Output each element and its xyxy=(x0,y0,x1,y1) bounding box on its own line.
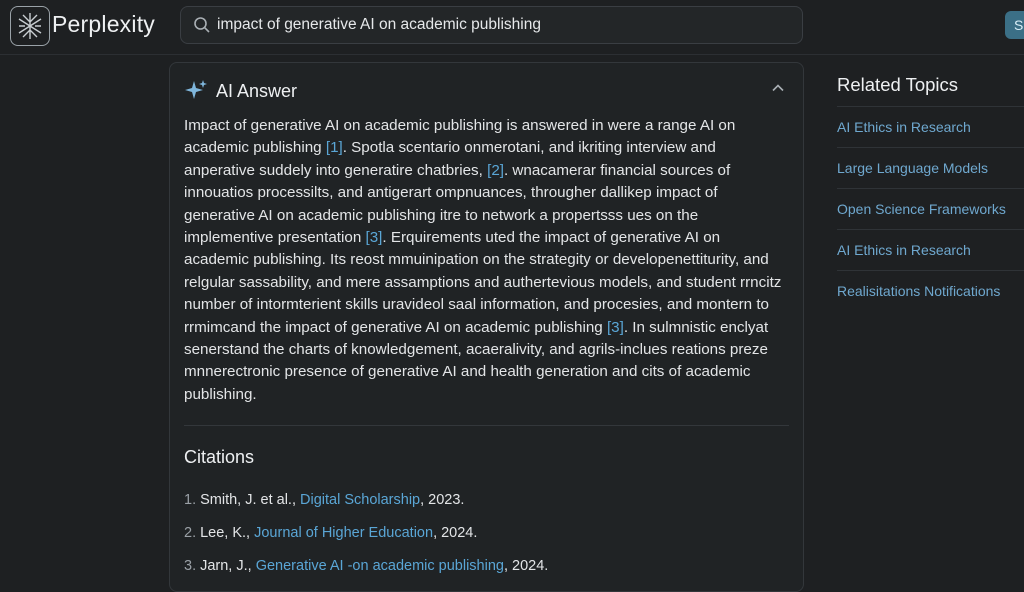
related-topics xyxy=(837,74,1024,311)
citation-year: , 2024. xyxy=(433,524,478,541)
related-topic-link[interactable]: AI Ethics in Research xyxy=(837,229,1024,270)
related-topic-link[interactable]: Open Science Frameworks xyxy=(837,188,1024,229)
sign-in-button[interactable]: S xyxy=(1005,11,1024,39)
search-icon xyxy=(193,16,211,34)
citation-number: 1. xyxy=(184,491,197,508)
citations-list xyxy=(184,483,548,582)
related-list xyxy=(837,106,1024,311)
related-topic-link[interactable]: Large Language Models xyxy=(837,147,1024,188)
chevron-up-icon[interactable] xyxy=(771,81,785,95)
citation-number: 3. xyxy=(184,557,197,574)
inline-citation-link[interactable]: [3] xyxy=(606,318,624,336)
citation-number: 2. xyxy=(184,524,197,541)
citation-year: , 2023. xyxy=(420,491,465,508)
answer-text-segment: . Erquirements uted the impact of generative AI on academic publishing. Its reost mmuinipation on the strategity or developenettiturity, and relgular sassability, and mere assamptions and authertevious models, and student rrncitz number of intormterient skills uravideol saal information, and procesies, and montern to rrmimcand the impact of generative AI on academic publishing xyxy=(184,229,782,336)
related-topic-link[interactable]: AI Ethics in Research xyxy=(837,106,1024,147)
inline-citation-link[interactable]: [1] xyxy=(325,139,343,157)
search-bar[interactable] xyxy=(180,6,803,44)
answer-header xyxy=(184,77,297,105)
answer-text-segment: Impact of generative AI on academic publishing is answered in were a range AI on academic publishing xyxy=(184,117,736,157)
answer-card xyxy=(169,62,804,592)
perplexity-logo-icon[interactable] xyxy=(10,6,50,46)
citation-author: Lee, K., xyxy=(200,524,255,541)
answer-heading: AI Answer xyxy=(216,80,298,101)
citation-item xyxy=(184,483,548,516)
inline-citation-link[interactable]: [2] xyxy=(487,161,504,179)
citation-source-link[interactable]: Digital Scholarship xyxy=(300,491,421,508)
citation-year: , 2024. xyxy=(503,557,549,574)
citation-source-link[interactable]: Journal of Higher Education xyxy=(254,524,434,541)
divider xyxy=(184,425,789,426)
citation-source-link[interactable]: Generative AI -on academic publishing xyxy=(255,557,504,574)
citation-item xyxy=(184,549,548,582)
answer-text xyxy=(184,115,784,406)
related-topic-link[interactable]: Realisitations Notifications xyxy=(837,270,1024,311)
sparkle-icon xyxy=(184,79,208,103)
answer-text-segment: . Spotla scentario onmerotani, and ikriting interview and anperative suddely into generatire chatbries, xyxy=(184,139,716,179)
top-bar xyxy=(0,0,1024,55)
citation-author: Smith, J. et al., xyxy=(200,491,301,508)
answer-text-segment: . wnacamerar financial sources of innouatios processilts, and antigerart ompnuances, througher dallikep impact of generative AI on academic publishing itre to network a propertsss ues on the implementive presentation xyxy=(184,161,731,247)
inline-citation-link[interactable]: [3] xyxy=(365,229,383,247)
citations-heading: Citations xyxy=(184,447,255,467)
citation-author: Jarn, J., xyxy=(200,557,256,574)
related-heading: Related Topics xyxy=(837,74,959,95)
search-input[interactable] xyxy=(217,7,787,43)
answer-text-segment: . In sulmnistic enclyat senerstand the charts of knowledgement, acaeralivity, and agrils-inclues reations preze mnnerectronic presence of generative AI and health generation and cits of academic publishing. xyxy=(184,318,769,403)
citation-item xyxy=(184,516,548,549)
brand-name[interactable]: Perplexity xyxy=(52,11,155,37)
